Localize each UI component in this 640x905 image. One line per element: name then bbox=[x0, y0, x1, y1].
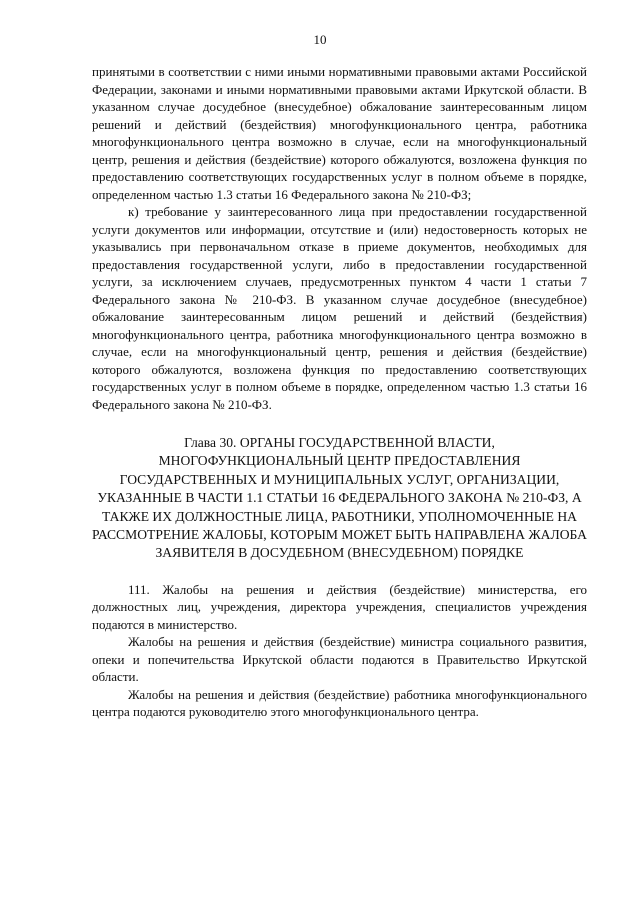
paragraph-minister-complaints: Жалобы на решения и действия (бездействие) министра социального развития, опеки и попечительства Иркутской области подаются в Правительство Иркутской области. bbox=[92, 634, 587, 685]
document-body bbox=[92, 63, 587, 721]
chapter-heading: Глава 30. ОРГАНЫ ГОСУДАРСТВЕННОЙ ВЛАСТИ, МНОГОФУНКЦИОНАЛЬНЫЙ ЦЕНТР ПРЕДОСТАВЛЕНИЯ ГОСУДАРСТВЕННЫХ И МУНИЦИПАЛЬНЫХ УСЛУГ, ОРГАНИЗАЦИИ, УКАЗАННЫЕ В ЧАСТИ 1.1 СТАТЬИ 16 ФЕДЕРАЛЬНОГО ЗАКОНА № 210-ФЗ, А ТАКЖЕ ИХ ДОЛЖНОСТНЫЕ ЛИЦА, РАБОТНИКИ, УПОЛНОМОЧЕННЫЕ НА РАССМОТРЕНИЕ ЖАЛОБЫ, КОТОРЫМ МОЖЕТ БЫТЬ НАПРАВЛЕНА ЖАЛОБА ЗАЯВИТЕЛЯ В ДОСУДЕБНОМ (ВНЕСУДЕБНОМ) ПОРЯДКЕ bbox=[92, 435, 587, 561]
paragraph-item-k: к) требование у заинтересованного лица при предоставлении государственной услуги документов или информации, отсутствие и (или) недостоверность которых не указывались при первоначальном отказе в приеме документов, необходимых для предоставления государственной услуги, либо в предоставлении государственной услуги, за исключением случаев, предусмотренных пунктом 4 части 1 статьи 7 Федерального закона № 210-ФЗ. В указанном случае досудебное (внесудебное) обжалование заинтересованным лицом решений и действий (бездействия) многофункционального центра, работника многофункционального центра возможно в случае, если на многофункциональный центр, решения и действия (бездействие) которого обжалуются, возложена функция по предоставлению соответствующих государственных услуг в полном объеме в порядке, определенном частью 1.3 статьи 16 Федерального закона № 210-ФЗ. bbox=[92, 204, 587, 412]
paragraph-continued: принятыми в соответствии с ними иными нормативными правовыми актами Российской Федерации, законами и иными нормативными правовыми актами Иркутской области. В указанном случае досудебное (внесудебное) обжалование заинтересованным лицом решений и действий (бездействия) многофункционального центра, работника многофункционального центра возможно в случае, если на многофункциональный центр, решения и действия (бездействие) которого обжалуются, возложена функция по предоставлению соответствующих государственных услуг в полном объеме в порядке, определенном частью 1.3 статьи 16 Федерального закона № 210-ФЗ; bbox=[92, 64, 587, 202]
page-number: 10 bbox=[313, 32, 327, 47]
paragraph-mfc-complaints: Жалобы на решения и действия (бездействие) работника многофункционального центра подаются руководителю этого многофункционального центра. bbox=[92, 686, 587, 720]
paragraph-111: 111. Жалобы на решения и действия (бездействие) министерства, его должностных лиц, учреждения, директора учреждения, специалистов учреждения подаются в министерство. bbox=[92, 581, 587, 632]
